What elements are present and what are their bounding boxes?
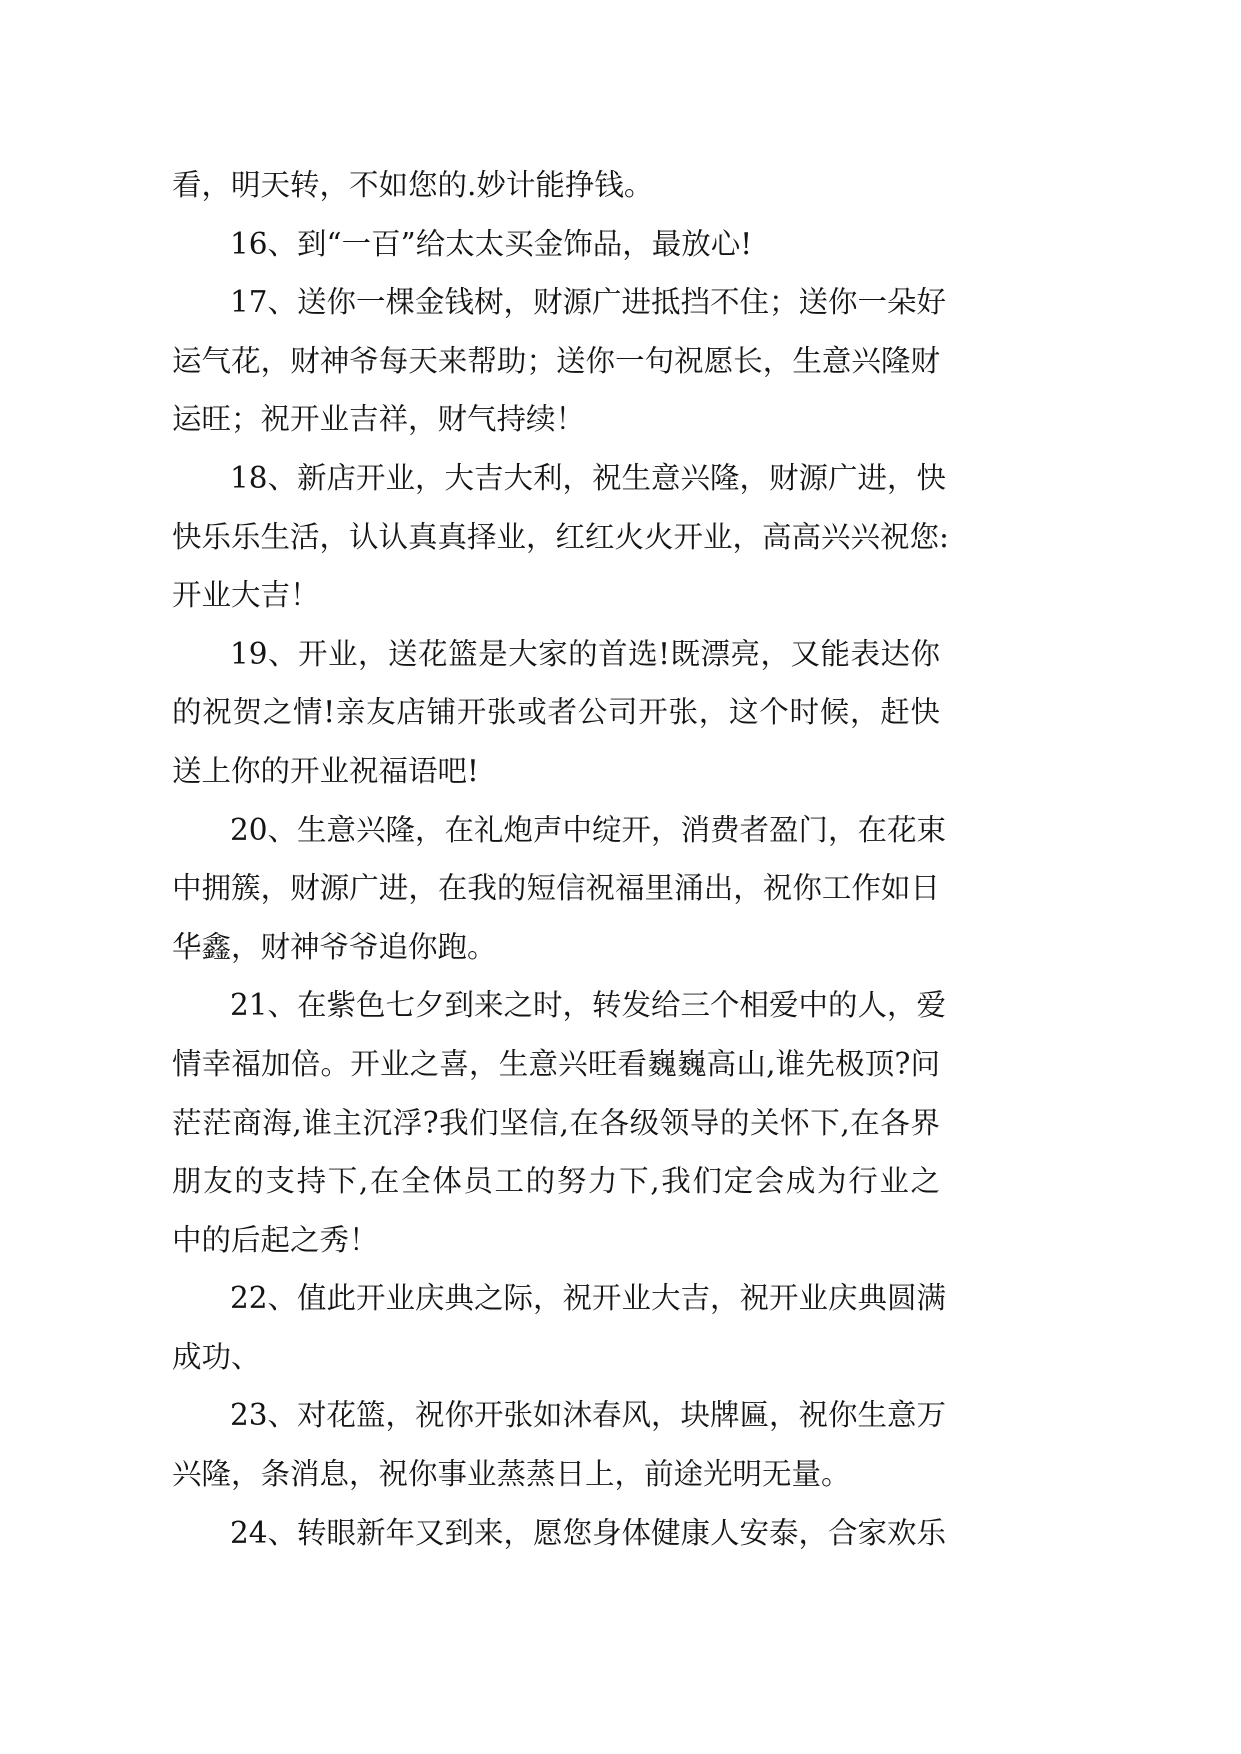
text-line: 中拥簇，财源广进，在我的短信祝福里涌出，祝你工作如日 bbox=[172, 871, 940, 906]
text-line: 20、生意兴隆，在礼炮声中绽开，消费者盈门，在花束 bbox=[230, 812, 947, 847]
paragraph-item-17 bbox=[172, 273, 947, 449]
paragraph-continued bbox=[172, 156, 940, 215]
text-line: 开业大吉！ bbox=[172, 578, 320, 613]
text-line: 茫茫商海,谁主沉浮?我们坚信,在各级领导的关怀下,在各界 bbox=[172, 1105, 940, 1140]
text-line: 的祝贺之情!亲友店铺开张或者公司开张，这个时候，赶快 bbox=[172, 695, 940, 730]
text-line: 看，明天转，不如您的.妙计能挣钱。 bbox=[172, 168, 654, 202]
text-line: 22、值此开业庆典之际，祝开业大吉，祝开业庆典圆满 bbox=[230, 1281, 947, 1316]
text-line: 24、转眼新年又到来，愿您身体健康人安泰，合家欢乐 bbox=[230, 1515, 947, 1550]
text-line: 成功、 bbox=[172, 1339, 261, 1374]
text-line: 21、在紫色七夕到来之时，转发给三个相爱中的人，爱 bbox=[230, 988, 947, 1023]
paragraph-item-22 bbox=[172, 1269, 947, 1386]
text-line: 朋友的支持下,在全体员工的努力下,我们定会成为行业之 bbox=[172, 1164, 940, 1199]
text-line: 运旺；祝开业吉祥，财气持续！ bbox=[172, 402, 586, 437]
text-line: 18、新店开业，大吉大利，祝生意兴隆，财源广进，快 bbox=[230, 460, 947, 495]
text-line: 16、到“一百”给太太买金饰品，最放心! bbox=[230, 226, 753, 261]
paragraph-item-21 bbox=[172, 976, 947, 1269]
text-line: 中的后起之秀！ bbox=[172, 1222, 379, 1257]
paragraph-item-20 bbox=[172, 801, 947, 977]
text-line: 情幸福加倍。开业之喜，生意兴旺看巍巍高山,谁先极顶?问 bbox=[172, 1046, 940, 1081]
paragraph-item-18 bbox=[172, 449, 949, 625]
text-line: 运气花，财神爷每天来帮助；送你一句祝愿长，生意兴隆财 bbox=[172, 343, 940, 378]
paragraph-item-23 bbox=[172, 1386, 947, 1503]
text-line: 兴隆，条消息，祝你事业蒸蒸日上，前途光明无量。 bbox=[172, 1457, 851, 1492]
paragraph-item-19 bbox=[172, 625, 940, 801]
text-line: 送上你的开业祝福语吧! bbox=[172, 753, 479, 788]
text-line: 23、对花篮，祝你开张如沐春风，块牌匾，祝你生意万 bbox=[230, 1398, 947, 1433]
text-line: 19、开业，送花篮是大家的首选!既漂亮，又能表达你 bbox=[230, 636, 940, 671]
paragraph-item-24 bbox=[172, 1504, 947, 1563]
text-line: 快乐乐生活，认认真真择业，红红火火开业，高高兴兴祝您: bbox=[172, 519, 949, 554]
text-line: 17、送你一棵金钱树，财源广进抵挡不住；送你一朵好 bbox=[230, 285, 947, 320]
text-line: 华鑫，财神爷爷追你跑。 bbox=[172, 929, 497, 964]
paragraph-item-16 bbox=[172, 215, 940, 274]
